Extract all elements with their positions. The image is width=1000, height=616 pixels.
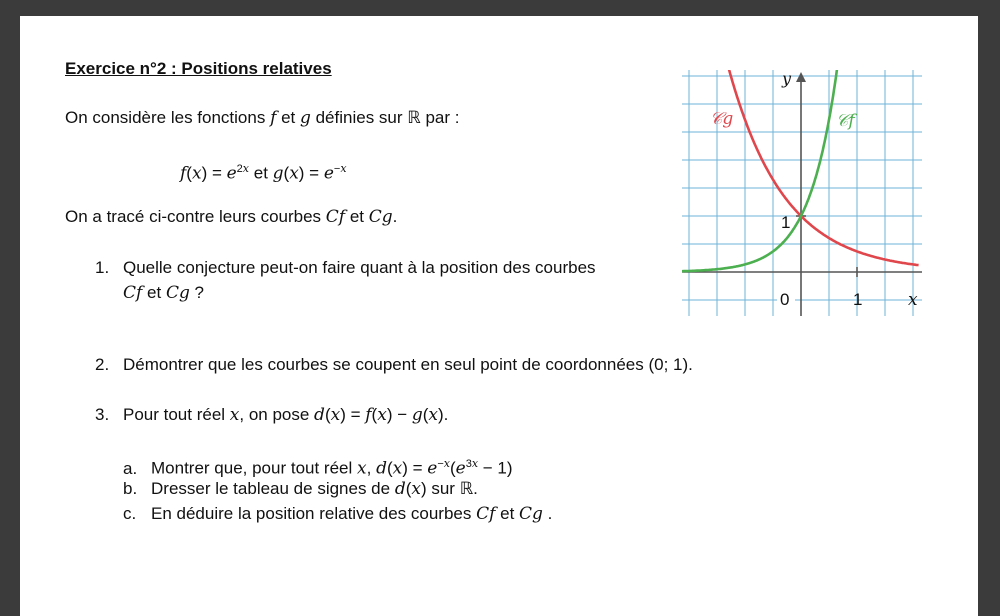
exercise-title: Exercice n°2 : Positions relatives — [65, 59, 332, 78]
question-1: 1. Quelle conjecture peut-on faire quant à la position des courbes — [95, 258, 596, 277]
x-axis-label: x — [908, 290, 918, 310]
grid — [682, 70, 922, 316]
subquestion-c-letter: c. — [123, 504, 137, 523]
question-1-continued: Cf et Cg ? — [123, 283, 205, 303]
x-tick-label: 1 — [853, 290, 863, 309]
intro-text: On considère les fonctions f et g définies sur ℝ par : — [65, 108, 460, 128]
question-2-number: 2. — [95, 355, 110, 374]
curve-g — [728, 70, 919, 265]
question-3: 3. Pour tout réel x, on pose d(x) = f(x) − g(x). — [95, 405, 449, 425]
question-3-number: 3. — [95, 405, 110, 424]
curve-f — [682, 70, 838, 271]
function-definitions: $f(x) = e^{2x}$ et $g(x) = e^{-x}$ — [180, 162, 347, 184]
question-1-number: 1. — [95, 258, 110, 277]
function-graph — [682, 70, 922, 316]
subquestion-a-letter: a. — [123, 458, 138, 478]
subquestion-b-letter: b. — [123, 479, 138, 498]
question-2: 2. Démontrer que les courbes se coupent en seul point de coordonnées (0; 1). — [95, 355, 693, 374]
origin-label: 0 — [780, 290, 790, 309]
curve-f-label: 𝒞f — [836, 111, 855, 131]
subquestion-a: a. Montrer que, pour tout réel x, $d(x) = e^{-x}(e^{3x} - 1)$ — [123, 457, 513, 479]
subquestion-b: b. Dresser le tableau de signes de d(x) sur ℝ. — [123, 479, 478, 499]
y-tick-label: 1 — [781, 213, 791, 232]
subquestion-c: c. En déduire la position relative des courbes Cf et Cg . — [123, 504, 553, 524]
curve-g-label: 𝒞g — [710, 109, 734, 129]
graph-note: On a tracé ci-contre leurs courbes Cf et Cg. — [65, 207, 398, 227]
y-axis-arrow — [796, 72, 806, 82]
y-axis-label: y — [782, 70, 792, 88]
